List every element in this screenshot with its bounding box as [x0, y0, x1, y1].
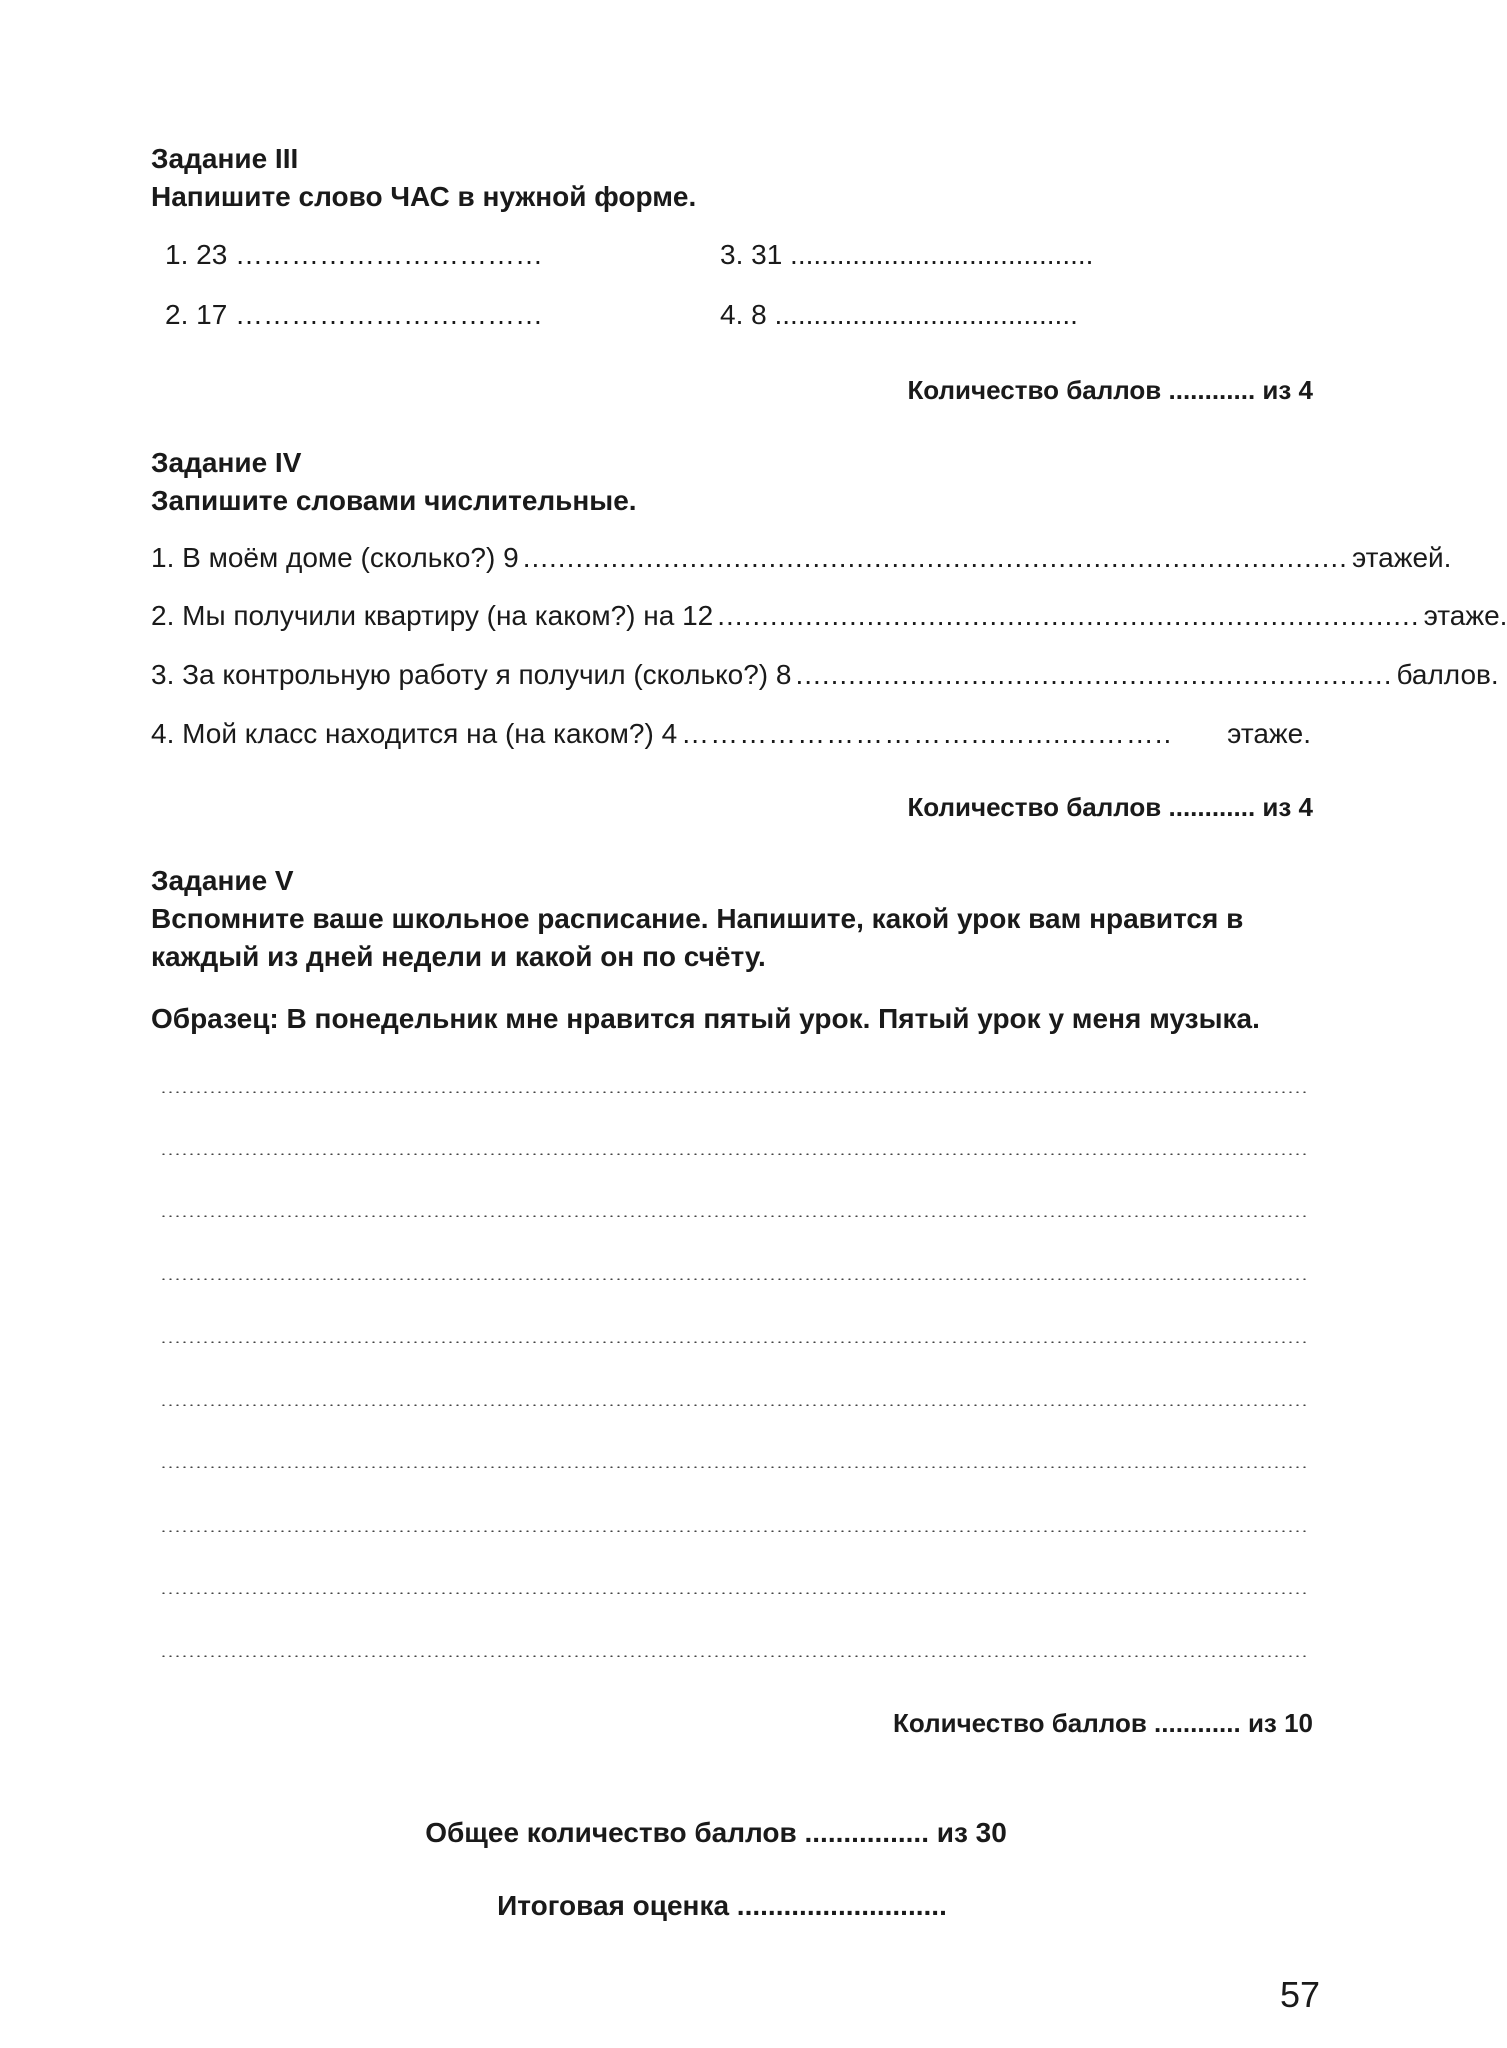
task-5-sample: Образец: В понедельник мне нравится пятый урок. Пятый урок у меня музыка.: [151, 1003, 1260, 1034]
task-4-row-1-text: 1. В моём доме (сколько?) 9: [151, 542, 519, 573]
task-5-score: Количество баллов ............ из 10: [892, 1708, 1313, 1738]
task-4-row-2-text: 2. Мы получили квартиру (на каком?) на 12: [151, 600, 714, 631]
task-4-row[interactable]: [151, 540, 1452, 576]
task-4-row-4-text: 4. Мой класс находится на (на каком?) 4: [151, 718, 678, 749]
task-3-title: Задание III: [151, 143, 299, 174]
task-3-score: Количество баллов ............ из 4: [907, 375, 1313, 405]
task-4-row-3-blank[interactable]: ....................................................................: [795, 659, 1393, 690]
total-score: Общее количество баллов ................ из 30: [425, 1817, 1007, 1848]
task-4-row[interactable]: [151, 716, 1311, 752]
task-4-row-3-text: 3. За контрольную работу я получил (сколько?) 8: [151, 659, 792, 690]
answer-line-1[interactable]: [160, 1091, 1310, 1093]
task-4-row-4-unit: этаже.: [1227, 718, 1311, 749]
task-3-item-2[interactable]: 2. 17 ……………………………: [165, 299, 544, 330]
answer-line-2[interactable]: [160, 1153, 1310, 1155]
task-4-row-1-blank[interactable]: ..............................................................................................: [522, 542, 1348, 573]
task-5-instruction: Вспомните ваше школьное расписание. Напишите, какой урок вам нравится в каждый из дней недели и какой он по счёту.: [151, 903, 1244, 972]
task-4-row-4-blank[interactable]: …………………………...…........……..: [681, 718, 1173, 749]
task-3-header: [151, 140, 1311, 216]
final-grade: Итоговая оценка ...........................: [497, 1890, 947, 1921]
task-3-item-3[interactable]: 3. 31 .......................................: [720, 239, 1094, 270]
task-4-row[interactable]: [151, 657, 1499, 693]
answer-line-8[interactable]: [160, 1530, 1310, 1532]
answer-line-6[interactable]: [160, 1404, 1310, 1406]
answer-line-5[interactable]: [160, 1341, 1310, 1343]
task-4-row-1-unit: этажей.: [1351, 542, 1452, 573]
answer-line-7[interactable]: [160, 1466, 1310, 1468]
task-4-row-2-blank[interactable]: ................................................................................: [717, 600, 1420, 631]
task-4-score: Количество баллов ............ из 4: [907, 792, 1313, 822]
answer-line-3[interactable]: [160, 1215, 1310, 1217]
task-4-row-3-unit: баллов.: [1396, 659, 1499, 690]
task-4-row-2-unit: этаже.: [1423, 600, 1507, 631]
task-3-instruction: Напишите слово ЧАС в нужной форме.: [151, 181, 697, 212]
answer-line-10[interactable]: [160, 1655, 1310, 1657]
page-number: 57: [1279, 1974, 1320, 2015]
task-5-header: [151, 862, 1311, 976]
answer-line-4[interactable]: [160, 1278, 1310, 1280]
task-4-title: Задание IV: [151, 447, 302, 478]
task-3-item-1[interactable]: 1. 23 ……………………………: [165, 239, 544, 270]
task-3-item-4[interactable]: 4. 8 .......................................: [720, 299, 1078, 330]
task-4-header: [151, 444, 1311, 520]
task-5-title: Задание V: [151, 865, 294, 896]
task-4-instruction: Запишите словами числительные.: [151, 485, 637, 516]
answer-line-9[interactable]: [160, 1592, 1310, 1594]
task-4-row[interactable]: [151, 598, 1507, 634]
